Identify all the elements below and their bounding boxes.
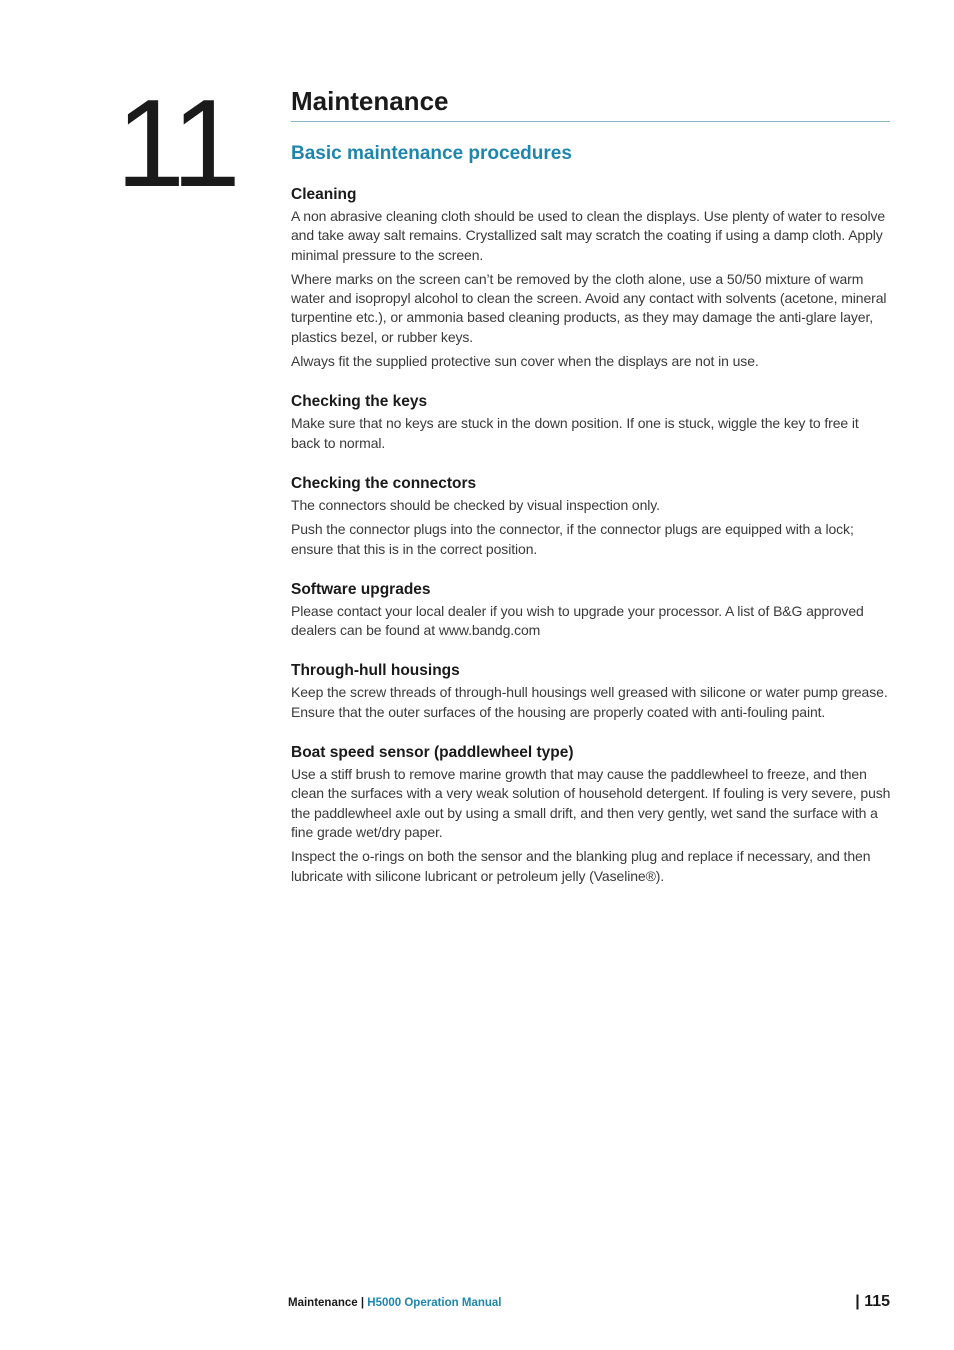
subsection-title: Checking the keys xyxy=(291,393,428,411)
footer-running-title xyxy=(288,1297,502,1309)
subsection-title: Software upgrades xyxy=(291,580,431,598)
paragraph: Push the connector plugs into the connector, if the connector plugs are equipped with a lock; ensure that this is in the correct position. xyxy=(291,521,854,557)
subsection-title: Boat speed sensor (paddlewheel type) xyxy=(291,744,574,762)
subsection-cleaning xyxy=(291,185,891,371)
page-number: | 115 xyxy=(855,1293,890,1310)
subsection-checking-keys xyxy=(291,392,891,453)
paragraph: Please contact your local dealer if you wish to upgrade your processor. A list of B&G approved dealers can be found at www.bandg.com xyxy=(291,602,864,639)
subsection-title: Checking the connectors xyxy=(291,474,477,492)
footer-manual-title: H5000 Operation Manual xyxy=(367,1297,502,1309)
subsection-checking-connectors xyxy=(291,474,891,559)
paragraph: Use a stiff brush to remove marine growth that may cause the paddlewheel to freeze, and then clean the surfaces with a very weak solution of household detergent. If fouling is very severe, push the paddlewheel axle out by using a small drift, and then very gently, wet sand the surface with a fine grade wet/dry paper. xyxy=(291,766,891,840)
title-divider xyxy=(291,121,890,122)
subsection-software-upgrades xyxy=(291,580,891,641)
paragraph: Always fit the supplied protective sun cover when the displays are not in use. xyxy=(291,353,759,370)
chapter-title: Maintenance xyxy=(291,86,449,116)
subsection-through-hull-housings xyxy=(291,661,891,722)
chapter-number: 11 xyxy=(116,75,237,213)
paragraph: Inspect the o-rings on both the sensor and the blanking plug and replace if necessary, and then lubricate with silicone lubricant or petroleum jelly (Vaseline®). xyxy=(291,848,871,884)
paragraph: Where marks on the screen can’t be removed by the cloth alone, use a 50/50 mixture of warm water and isopropyl alcohol to clean the screen. Avoid any contact with solvents (acetone, mineral turpentine etc.), or ammonia based cleaning products, as they may damage the anti-glare layer, plastics bezel, or rubber keys. xyxy=(291,270,887,345)
subsection-title: Through-hull housings xyxy=(291,662,460,680)
paragraph: Make sure that no keys are stuck in the down position. If one is stuck, wiggle the key to free it back to normal. xyxy=(291,415,859,451)
footer-section: Maintenance xyxy=(288,1297,358,1309)
paragraph: A non abrasive cleaning cloth should be used to clean the displays. Use plenty of water to resolve and take away salt remains. Crystallized salt may scratch the coating if using a damp cloth. Apply minimal pressure to the screen. xyxy=(291,208,886,263)
footer-separator: | xyxy=(357,1297,368,1309)
paragraph: Keep the screw threads of through-hull housings well greased with silicone or water pump grease. Ensure that the outer surfaces of the housing are properly coated with anti-fouling paint. xyxy=(291,684,888,720)
subsection-boat-speed-sensor xyxy=(291,743,891,886)
section-title: Basic maintenance procedures xyxy=(291,143,572,164)
paragraph: The connectors should be checked by visual inspection only. xyxy=(291,496,660,513)
subsection-title: Cleaning xyxy=(291,186,357,203)
main-content xyxy=(291,143,891,907)
